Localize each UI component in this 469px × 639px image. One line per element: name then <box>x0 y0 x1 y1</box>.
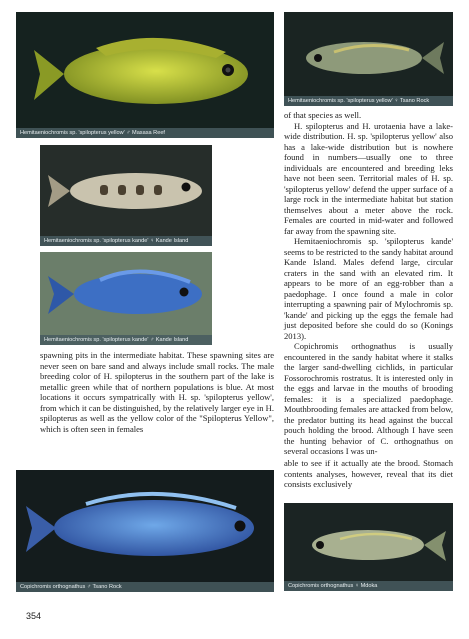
photo-spilopterus-yellow-female <box>284 12 453 106</box>
left-column-text: spawning pits in the intermediate habitat. These spawning sites are never seen on bare sand and always include small rocks. The male breeding color of H. spilopterus in the southern part of the lake is metallic green while that of northern populations is blue. At most locations it occurs sympatrically with H. sp. 'spilopterus yellow', from which it can be distinguished, by the relatively larger eye in H. spilopterus as well as the yellow color of the "Spilopterus Yellow", which is often seen in females <box>40 350 274 434</box>
photo-orthognathus-male <box>16 470 274 592</box>
fish-illustration <box>16 12 274 138</box>
photo-caption: Hemitaeniochromis sp. 'spilopterus yellow' ♂ Masasa Reef <box>16 128 274 138</box>
photo-caption: Hemitaeniochromis sp. 'spilopterus kande' ♂ Kande Island <box>40 335 212 345</box>
paragraph: Hemitaeniochromis sp. 'spilopterus kande' seems to be restricted to the sandy habitat around Kande Island. Males defend large, circular craters in the sand with an elevated rim. It appears to be more of an egg-robber than a paedophage. I once found a male in color interrupting a spawning pair of Mylochromis sp. 'kande' and picking up the eggs the female had just deposited before she could do so (Konings 2013). <box>284 236 453 341</box>
photo-spilopterus-yellow-male <box>16 12 274 138</box>
page-number: 354 <box>26 611 42 621</box>
paragraph: of that species as well. <box>284 110 362 120</box>
paragraph: Copichromis orthognathus is usually encountered in the sandy habitat where it stalks the larger sand-dwelling cichlids, in particular Fossorochromis rostratus. It is interested only in the eggs and larvae in the mouths of brooding females: it is a specialized paedophage. Mouthbrooding females are attacked from below, the predator butting its head against the buccal pouch holding the brood. Although I have seen the hunting behavior of C. orthognathus on several occasions I was un- <box>284 341 453 456</box>
right-column-continuation: able to see if it actually ate the brood. Stomach contents analyses, however, reveal that its diet consists exclusively <box>284 458 453 489</box>
fish-illustration <box>40 252 212 345</box>
fish-illustration <box>16 470 274 592</box>
photo-caption: Hemitaeniochromis sp. 'spilopterus yellow' ♀ Tsano Rock <box>284 96 453 106</box>
right-column-text <box>284 110 453 457</box>
photo-orthognathus-female <box>284 503 453 591</box>
fish-illustration <box>284 503 453 591</box>
photo-caption: Copichromis orthognathus ♂ Tsano Rock <box>16 582 274 592</box>
photo-caption: Copichromis orthognathus ♀ Mdoka <box>284 581 453 591</box>
photo-caption: Hemitaeniochromis sp. 'spilopterus kande' ♀ Kande Island <box>40 236 212 246</box>
photo-spilopterus-kande-male <box>40 252 212 345</box>
photo-spilopterus-kande-female <box>40 145 212 246</box>
fish-illustration <box>284 12 453 106</box>
fish-illustration <box>40 145 212 246</box>
paragraph: H. spilopterus and H. urotaenia have a lake-wide distribution. H. sp. 'spilopterus yellow' also has a lake-wide distribution but is nowhere found in numbers—usually one to three individuals are encountered and breeding leks have not been seen. Territorial males of H. sp. 'spilopterus yellow' defend the upper surface of a large rock in the intermediate habitat but station themselves about a meter above the rock. Females are courted in mid-water and followed far away from the spawning site. <box>284 120 453 236</box>
